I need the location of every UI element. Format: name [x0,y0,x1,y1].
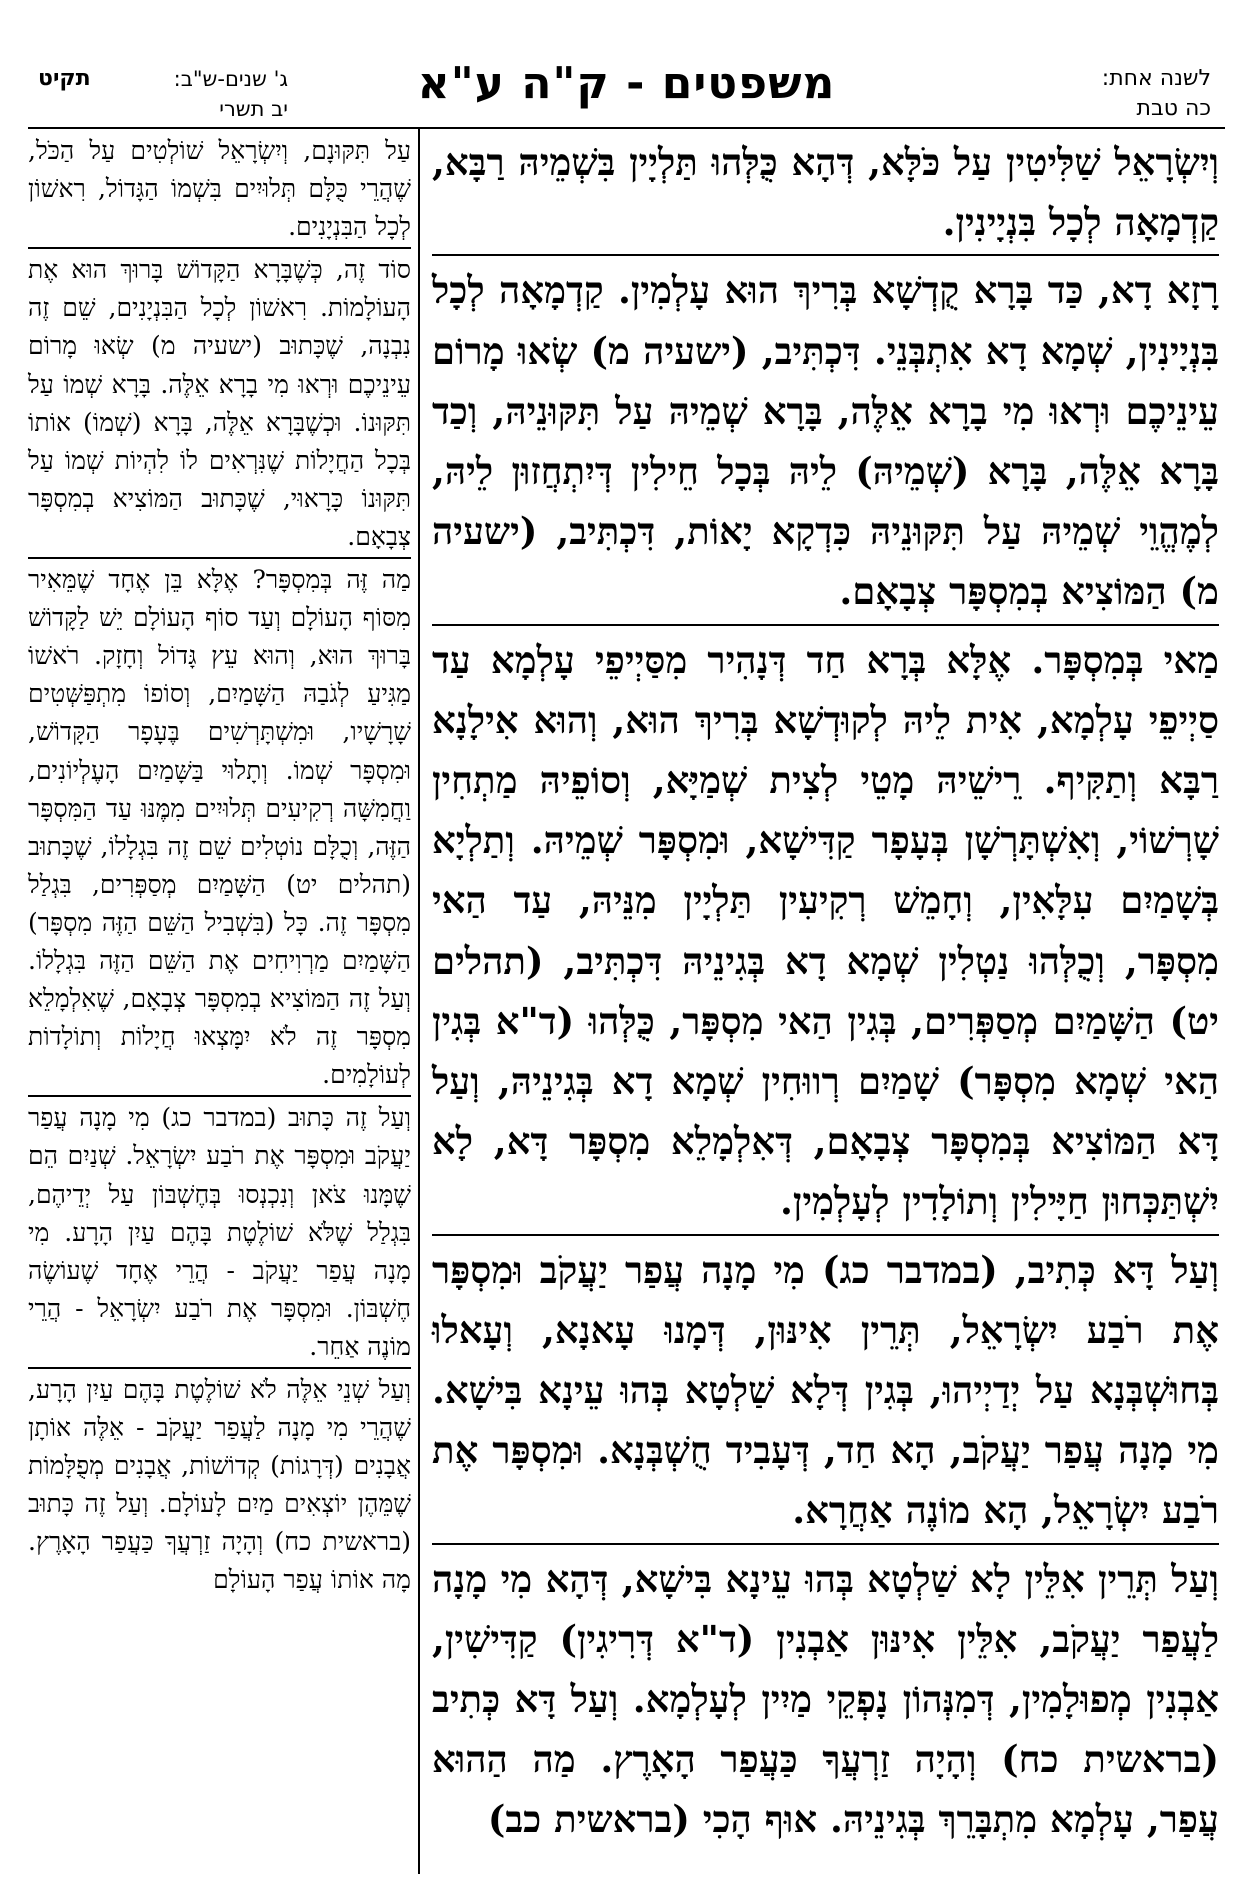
translation-paragraph: מַה זֶּה בְּמִסְפָּר? אֶלָּא בֵּן אֶחָד שֶׁמֵּאִיר מִסּוֹף הָעוֹלָם וְעַד סוֹף הָעוֹלָם יֵשׁ לַקָּדוֹשׁ בָּרוּךְ הוּא, וְהוּא עֵץ גָּדוֹל וְחָזָק. רֹאשׁוֹ מַגִּיעַ לְגֹבַהּ הַשָּׁמַיִם, וְסוֹפוֹ מִתְפַּשְּׁטִים שָׁרָשָׁיו, וּמִשְׁתָּרְשִׁים בֶּעָפָר הַקָּדוֹשׁ, וּמִסְפָּר שְׁמוֹ. וְתָלוּי בַּשָּׁמַיִם הָעֶלְיוֹנִים, וַחֲמִשָּׁה רְקִיעִים תְּלוּיִים מִמֶּנּוּ עַד הַמִּסְפָּר הַזֶּה, וְכֻלָּם נוֹטְלִים שֵׁם זֶה בִּגְלָלוֹ, שֶׁכָּתוּב (תהלים יט) הַשָּׁמַיִם מְסַפְּרִים, בִּגְלַל מִסְפָּר זֶה. כָּל (בִּשְׁבִיל הַשֵּׁם הַזֶּה מִסְפָּר) הַשָּׁמַיִם מַרְוִיחִים אֶת הַשֵּׁם הַזֶּה בִּגְלָלוֹ. וְעַל זֶה הַמּוֹצִיא בְמִסְפָּר צְבָאָם, שֶׁאִלְמָלֵא מִסְפָּר זֶה לֹא יִמָּצְאוּ חֲיָלוֹת וְתוֹלָדוֹת לְעוֹלָמִים. [28,561,411,1097]
study-schedule-three-years [38,64,288,124]
header-divider [28,127,1225,129]
aramaic-paragraph: רָזָא דָא, כַּד בָּרָא קֻדְשָׁא בְּרִיךְ הוּא עָלְמִין. קַדְמָאָה לְכָל בִּנְיָינִין, שְׁמָא דָא אִתְבְּנֵי. דִּכְתִּיב, (ישעיה מ) שְׂאוּ מָרוֹם עֵינֵיכֶם וּרְאוּ מִי בָרָא אֵלֶּה, בָּרָא שְׁמֵיהּ עַל תִּקּוּנֵיהּ, וְכַד בָּרָא אֵלֶּה, בָּרָא (שְׁמֵיהּ) לֵיהּ בְּכָל חֵילִין דְּיִתְחֲזוּן לֵיהּ, לְמֶהֱוֵי שְׁמֵיהּ עַל תִּקּוּנֵיהּ כִּדְקָא יָאוֹת, דִּכְתִּיב, (ישעיה מ) הַמּוֹצִיא בְמִסְפָּר צְבָאָם. [432,260,1219,625]
schedule-date-secondary: יב תשרי [219,97,288,121]
column-divider [418,127,420,1874]
aramaic-paragraph: מַאי בְּמִסְפָּר. אֶלָּא בְּרָא חַד דְּנָהִיר מִסַּיְיפֵי עָלְמָא עַד סַיְיפֵי עָלְמָא, אִית לֵיהּ לְקוּדְשָׁא בְּרִיךְ הוּא, וְהוּא אִילָנָא רַבָּא וְתַקִּיף. רֵישֵׁיהּ מָטֵי לְצִית שְׁמַיָּא, וְסוֹפֵיהּ מַתְחִין שָׁרְשׁוֹי, וְאִשְׁתָּרְשָׁן בְּעָפָר קַדִּישָׁא, וּמִסְפָּר שְׁמֵיהּ. וְתַלְיָא בְּשָׁמַיִם עִלָּאִין, וְחָמֵשׁ רְקִיעִין תַּלְיָין מִנֵּיהּ, עַד הַאי מִסְפָּר, וְכֻלְּהוּ נַטְלִין שְׁמָא דָא בְּגִינֵיהּ דִּכְתִּיב, (תהלים יט) הַשָּׁמַיִם מְסַפְּרִים, בְּגִין הַאי מִסְפָּר, כֻּלְּהוּ (ד"א בְּגִין הַאי שְׁמָא מִסְפָּר) שָׁמַיִם רְווּחִין שְׁמָא דָא בְּגִינֵיהּ, וְעַל דָּא הַמּוֹצִיא בְּמִסְפָּר צְבָאָם, דְּאִלְמָלֵא מִסְפָּר דָּא, לָא יִשְׁתַּכְּחוּן חַיָּילִין וְתוֹלָדִין לְעָלְמִין. [432,630,1219,1236]
aramaic-paragraph: וְעַל תְּרֵין אִלֵּין לָא שַׁלְטָא בְּהוּ עֵינָא בִּישָׁא, דְּהָא מִי מָנָה לַעֲפַר יַעֲקֹב, אִלֵּין אִינּוּן אַבְנִין (ד"א דְּרִיגִין) קַדִּישִׁין, אַבְנִין מְפוּלָמִין, דְּמִנְּהוֹן נָפְקֵי מַיִין לְעָלְמָא. וְעַל דָּא כְּתִיב (בראשית כח) וְהָיָה זַרְעֲךָ כַּעֲפַר הָאָרֶץ. מַה הַהוּא עֲפַר, עָלְמָא מִתְבָּרֵךְ בְּגִינֵיהּ. אוּף הָכִי (בראשית כב) [432,1556,1219,1842]
aramaic-paragraph: וְיִשְׂרָאֵל שַׁלִּיטִין עַל כֹּלָּא, דְּהָא כֻּלְּהוּ תַּלְיָין בִּשְׁמֵיהּ רַבָּא, קַדְמָאָה לְכָל בִּנְיָינִין. [432,132,1219,256]
translation-paragraph: וְעַל זֶה כָּתוּב (במדבר כג) מִי מָנָה עֲפַר יַעֲקֹב וּמִסְפָּר אֶת רֹבַע יִשְׂרָאֵל. שְׁנַיִם הֵם שֶׁמָּנוּ צֹאן וְנִכְנְסוּ בְּחֶשְׁבּוֹן עַל יְדֵיהֶם, בִּגְלַל שֶׁלֹּא שׁוֹלֶטֶת בָּהֶם עַיִן הָרָע. מִי מָנָה עֲפַר יַעֲקֹב - הֲרֵי אֶחָד שֶׁעוֹשֶׂה חֶשְׁבּוֹן. וּמִסְפָּר אֶת רֹבַע יִשְׂרָאֵל - הֲרֵי מוֹנֶה אַחֵר. [28,1099,411,1369]
page-header [28,44,1225,126]
translation-paragraph: וְעַל שְׁנֵי אֵלֶּה לֹא שׁוֹלֶטֶת בָּהֶם עַיִן הָרָע, שֶׁהֲרֵי מִי מָנָה לַעֲפַר יַעֲקֹב - אֵלֶּה אוֹתָן אֲבָנִים (דְּרָגוֹת) קְדוֹשׁוֹת, אֲבָנִים מְפֻלָּמוֹת שֶׁמֵּהֶן יוֹצְאִים מַיִם לָעוֹלָם. וְעַל זֶה כָּתוּב (בראשית כח) וְהָיָה זַרְעֲךָ כַּעֲפַר הָאָרֶץ. מָה אוֹתוֹ עֲפַר הָעוֹלָם [28,1375,411,1595]
hebrew-translation-column [28,132,411,1603]
aramaic-paragraph: וְעַל דָּא כְּתִיב, (במדבר כג) מִי מָנָה עֲפַר יַעֲקֹב וּמִסְפָּר אֶת רֹבַע יִשְׂרָאֵל, תְּרֵין אִינּוּן, דְּמָנוּ עָאנָא, וְעָאלוּ בְּחוּשְׁבְּנָא עַל יְדַיְיהוּ, בְּגִין דְּלָא שַׁלְטָא בְּהוּ עֵינָא בִּישָׁא. מִי מָנָה עֲפַר יַעֲקֹב, הָא חַד, דְּעָבִיד חֻשְׁבְּנָא. וּמִסְפָּר אֶת רֹבַע יִשְׂרָאֵל, הָא מוֹנֶה אַחֲרָא. [432,1240,1219,1545]
page-number: תקיט [38,66,91,91]
translation-paragraph: סוֹד זֶה, כְּשֶׁבָּרָא הַקָּדוֹשׁ בָּרוּךְ הוּא אֶת הָעוֹלָמוֹת. רִאשׁוֹן לְכָל הַבִּנְיָנִים, שֵׁם זֶה נִבְנָה, שֶׁכָּתוּב (ישעיה מ) שְׂאוּ מָרוֹם עֵינֵיכֶם וּרְאוּ מִי בָרָא אֵלֶּה. בָּרָא שְׁמוֹ עַל תִּקּוּנוֹ. וּכְשֶׁבָּרָא אֵלֶּה, בָּרָא (שְׁמוֹ) אוֹתוֹ בְּכָל הַחֲיָלוֹת שֶׁנִּרְאִים לוֹ לִהְיוֹת שְׁמוֹ עַל תִּקּוּנוֹ כָּרָאוּי, שֶׁכָּתוּב הַמּוֹצִיא בְמִסְפָּר צְבָאָם. [28,251,411,559]
schedule-label: לשנה אחת: [1101,66,1211,91]
translation-paragraph: עַל תִּקּוּנָם, וְיִשְׂרָאֵל שׁוֹלְטִים עַל הַכֹּל, שֶׁהֲרֵי כֻּלָּם תְּלוּיִים בִּשְׁמוֹ הַגָּדוֹל, רִאשׁוֹן לְכָל הַבִּנְיָנִים. [28,132,411,249]
schedule-date: כה טבת [1136,96,1211,121]
schedule-label-secondary: ג' שנים-ש"ב: [173,67,288,91]
page-title: משפטים - ק"ה ע"א [417,58,836,109]
aramaic-text-column [432,132,1219,1856]
